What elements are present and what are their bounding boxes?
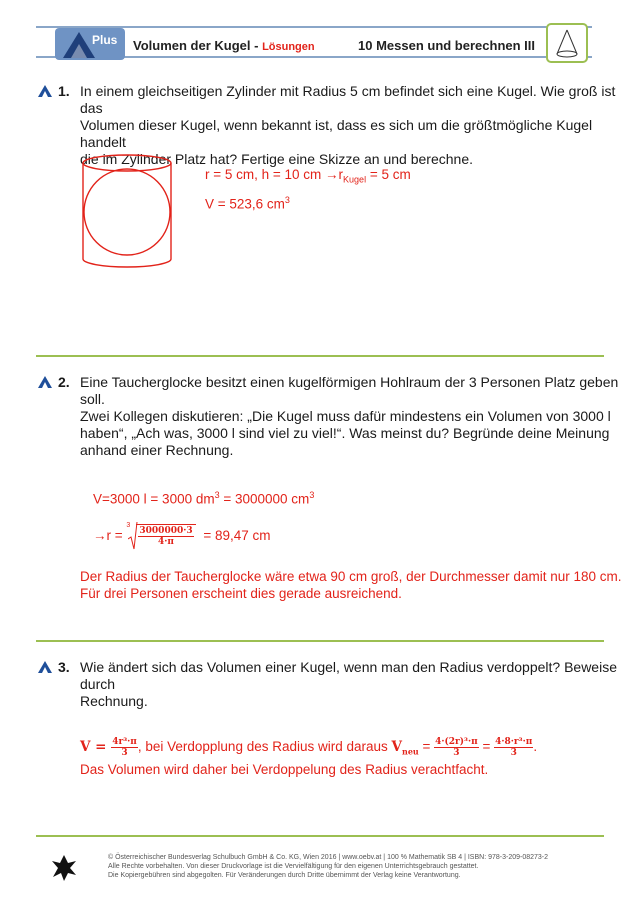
task-difficulty-icon [38,376,52,388]
task-difficulty-icon [38,661,52,673]
section-divider [36,835,604,837]
task-number: 2. [58,374,70,390]
section-divider [36,355,604,357]
cone-icon [545,22,589,64]
task3-formula: V = $\frac{\text{4r³·π}}{3}$ , bei Verdopplung des Radius wird daraus $V_{neu}$ = $\frac{\text{4·(2r)³·π}}{3}$ = $\frac{\text{4·8·r³·π}}{3}$ . [80,736,538,758]
task3-question: Wie ändert sich das Volumen einer Kugel, wenn man den Radius verdoppelt? Beweise durch Rechnung. [80,659,617,709]
task1-answer-radius: r = 5 cm, h = 10 cm $\to r_{Kugel} = 5$ cm [205,167,411,185]
task2-conclusion: Der Radius der Taucherglocke wäre etwa 90 cm groß, der Durchmesser damit nur 180 cm. Für drei Personen erscheint dies gerade ausreichend. [80,569,622,601]
task-difficulty-icon [38,85,52,97]
task2-question: Eine Taucherglocke besitzt einen kugelförmigen Hohlraum der 3 Personen Platz geben soll. Zwei Kollegen diskutieren: „Die Kugel muss dafür mindestens ein Volumen von 3000 l haben“, „Ach was, 3000 l sind viel zu viel!“. Was meinst du? Begründe deine Meinung anhand einer Rechnung. [80,374,619,458]
chapter-title: 10 Messen und berechnen III [358,38,535,53]
task1-answer-volume: V = 523,6 $cm^3$ [205,195,290,212]
cylinder-sphere-sketch [75,152,180,272]
page-title: Volumen der Kugel - Lösungen [133,38,315,53]
task3-conclusion: Das Volumen wird daher bei Verdoppelung des Radius verachtfacht. [80,762,489,777]
task-number: 3. [58,659,70,675]
plus-badge-label: Plus [92,33,118,47]
task-number: 1. [58,83,70,99]
task1-question: In einem gleichseitigen Zylinder mit Radius 5 cm befindet sich eine Kugel. Wie groß ist das Volumen dieser Kugel, wenn bekannt ist, dass es sich um die größtmögliche Kugel handelt die im Zylinder Platz hat? Fertige eine Skizze an und berechne. [80,83,616,167]
task2-radius-formula: →r = 3 $\frac{3000000\cdot 3}{4\cdot\pi}$ = 89,47 cm [93,522,271,547]
section-divider [36,640,604,642]
task2-volume-conversion: V=3000 l = 3000 $dm^3 = 3000000$ $cm^3$ [93,490,315,507]
page-subtitle: Lösungen [262,41,315,53]
publisher-logo-icon [50,853,78,883]
footer-copyright: © Österreichischer Bundesverlag Schulbuch GmbH & Co. KG, Wien 2016 | www.oebv.at | 100 % Mathematik SB 4 | ISBN: 978-3-209-08273-2 Alle Rechte vorbehalten. Von dieser Druckvorlage ist die Vervielfältigung für den eigenen Unterrichtsgebrauch gestattet. Die Kopiergebühren sind abgegolten. Für Veränderungen durch Dritte übernimmt der Verlag keine Verantwortung. [108,854,549,879]
